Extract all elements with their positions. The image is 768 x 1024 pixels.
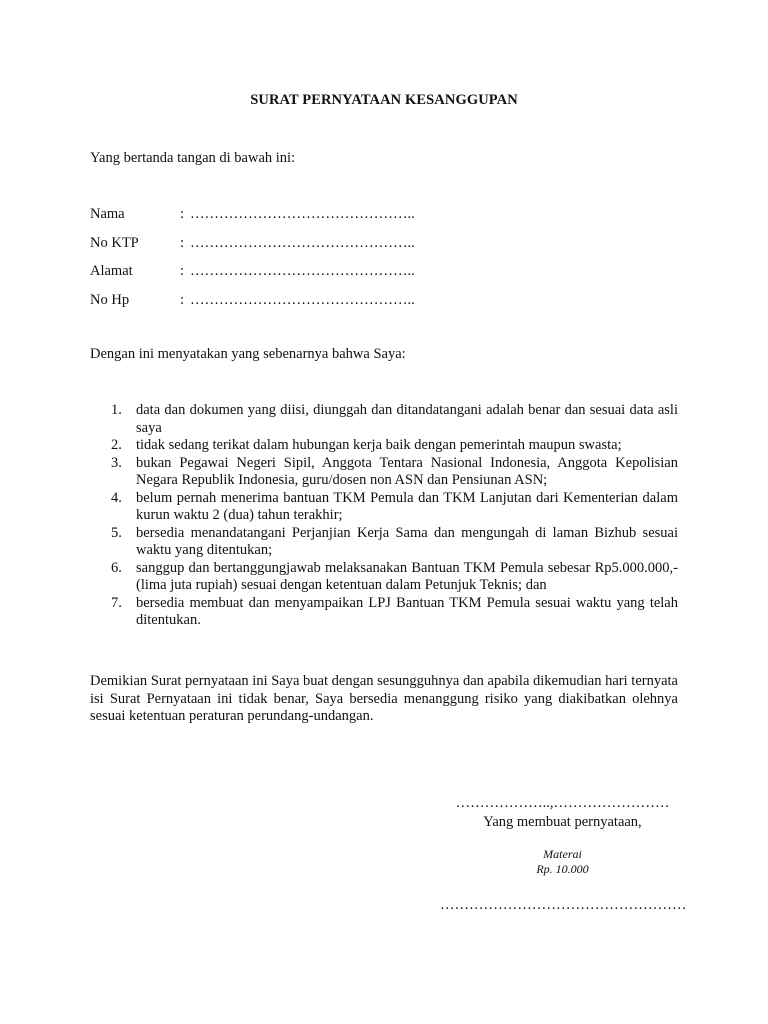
signer-role: Yang membuat pernyataan, <box>483 814 642 830</box>
list-item <box>90 560 678 595</box>
intro-text: Yang bertanda tangan di bawah ini: <box>90 150 296 166</box>
field-label: Nama <box>90 206 125 222</box>
list-item <box>90 490 678 525</box>
field-label: Alamat <box>90 263 133 279</box>
list-item-number: 5. <box>111 524 122 541</box>
field-colon: : <box>180 263 185 279</box>
list-item-text: bukan Pegawai Negeri Sipil, Anggota Tentara Nasional Indonesia, Anggota Kepolisian Negara Republik Indonesia, guru/dosen non ASN dan Pensiunan ASN; <box>136 454 678 488</box>
statement-text: Dengan ini menyatakan yang sebenarnya bahwa Saya: <box>90 346 406 362</box>
list-item-text: sanggup dan bertanggungjawab melaksanakan Bantuan TKM Pemula sebesar Rp5.000.000,- (lima juta rupiah) sesuai dengan ketentuan dalam Petunjuk Teknis; dan <box>136 559 678 593</box>
field-blank-line: ……………………………………….. <box>190 291 415 308</box>
field-row-alamat <box>90 263 415 292</box>
list-item-text: bersedia menandatangani Perjanjian Kerja Sama dan mengungah di laman Bizhub sesuai waktu yang ditentukan; <box>136 524 678 558</box>
document-title: SURAT PERNYATAAN KESANGGUPAN <box>250 92 518 108</box>
declaration-list <box>90 402 678 630</box>
field-colon: : <box>180 291 185 308</box>
place-date-line: ………………..,…………………… <box>455 795 670 811</box>
field-blank-line: ……………………………………….. <box>190 263 415 279</box>
list-item-number: 3. <box>111 454 122 471</box>
list-item <box>90 402 678 437</box>
field-row-no-hp <box>90 292 415 321</box>
signature-name-line: …………………………………………… <box>440 897 687 913</box>
list-item-number: 1. <box>111 402 122 418</box>
list-item <box>90 525 678 560</box>
field-blank-line: ……………………………………….. <box>190 206 415 222</box>
field-row-no-ktp <box>90 235 415 264</box>
list-item <box>90 455 678 490</box>
field-row-nama <box>90 206 415 235</box>
field-label: No Hp <box>90 291 130 308</box>
list-item-number: 6. <box>111 559 122 576</box>
list-item-text: tidak sedang terikat dalam hubungan kerja baik dengan pemerintah maupun swasta; <box>136 437 622 453</box>
list-item-text: belum pernah menerima bantuan TKM Pemula dan TKM Lanjutan dari Kementerian dalam kurun waktu 2 (dua) tahun terakhir; <box>136 489 678 523</box>
identity-fields <box>90 206 415 320</box>
field-label: No KTP <box>90 234 139 251</box>
list-item-text: bersedia membuat dan menyampaikan LPJ Bantuan TKM Pemula sesuai waktu yang telah ditentukan. <box>136 594 678 628</box>
closing-paragraph: Demikian Surat pernyataan ini Saya buat dengan sesungguhnya dan apabila dikemudian hari ternyata isi Surat Pernyataan ini tidak benar, Saya bersedia menanggung risiko yang diakibatkan olehnya sesuai ketentuan peraturan perundang-undangan. <box>90 673 678 724</box>
list-item <box>90 437 678 455</box>
list-item-text: data dan dokumen yang diisi, diunggah dan ditandatangani adalah benar dan sesuai data asli saya <box>136 402 678 436</box>
list-item-number: 4. <box>111 489 122 506</box>
list-item <box>90 595 678 630</box>
field-colon: : <box>180 206 185 222</box>
list-item-number: 7. <box>111 594 122 611</box>
materai-label: Materai <box>543 847 582 861</box>
field-colon: : <box>180 234 185 251</box>
materai-amount: Rp. 10.000 <box>536 862 589 876</box>
field-blank-line: ……………………………………….. <box>190 234 415 251</box>
list-item-number: 2. <box>111 437 122 453</box>
